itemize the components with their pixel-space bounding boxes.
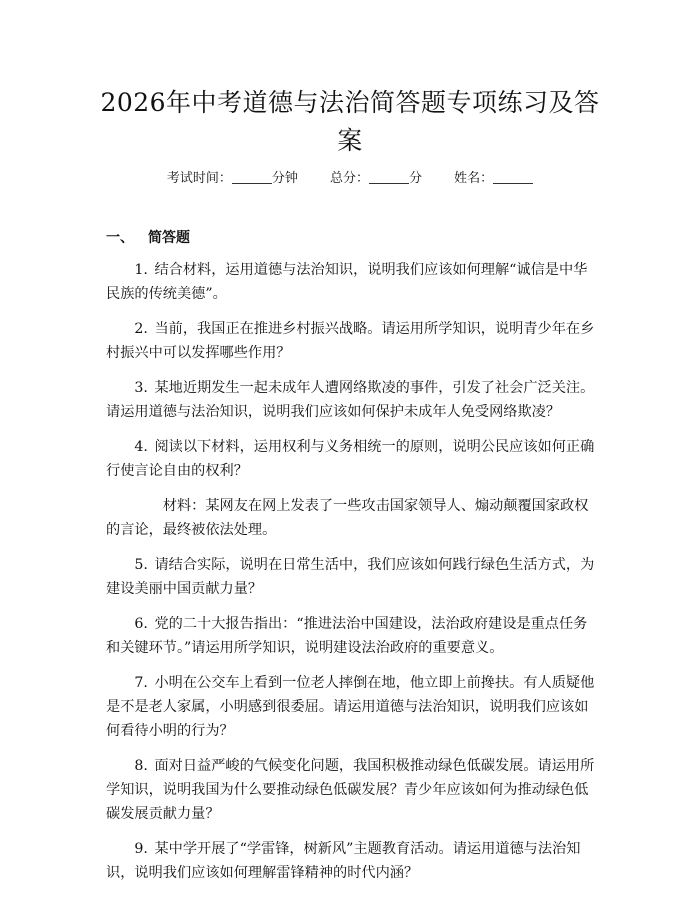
question-number: 4. <box>134 439 148 455</box>
question-text: 请结合实际，说明在日常生活中，我们应该如何践行绿色生活方式，为建设美丽中国贡献力量？ <box>106 557 595 597</box>
question-text: 当前，我国正在推进乡村振兴战略。请运用所学知识，说明青少年在乡村振兴中可以发挥哪些作用？ <box>106 321 595 361</box>
question-text: 某中学开展了“学雷锋，树新风”主题教育活动。请运用道德与法治知识，说明我们应该如何理解雷锋精神的时代内涵？ <box>106 841 581 881</box>
question-3 <box>106 376 598 424</box>
total-score-blank <box>369 171 409 184</box>
page-title: 2026年中考道德与法治简答题专项练习及答案 <box>100 88 600 155</box>
question-text: 小明在公交车上看到一位老人摔倒在地，他立即上前搀扶。有人质疑他是不是老人家属，小明感到很委屈。请运用道德与法治知识，说明我们应该如何看待小明的行为？ <box>106 675 595 739</box>
question-6 <box>106 612 598 660</box>
question-1 <box>106 258 598 306</box>
question-text: 面对日益严峻的气候变化问题，我国积极推动绿色低碳发展。请运用所学知识，说明我国为什么要推动绿色低碳发展？青少年应该如何为推动绿色低碳发展贡献力量？ <box>106 758 595 822</box>
question-text: 阅读以下材料，运用权利与义务相统一的原则，说明公民应该如何正确行使言论自由的权利？ <box>106 439 595 479</box>
exam-time-label: 考试时间： <box>166 171 232 186</box>
total-score <box>330 171 422 186</box>
question-2 <box>106 317 598 365</box>
student-name <box>454 171 533 186</box>
total-score-label: 总分： <box>329 171 369 186</box>
question-list <box>106 258 598 896</box>
question-number: 7. <box>134 675 148 691</box>
total-score-unit: 分 <box>409 171 423 186</box>
question-number: 8. <box>134 758 148 774</box>
exam-meta <box>0 170 700 188</box>
section-number: 一、 <box>106 230 134 246</box>
question-number: 1. <box>134 262 148 278</box>
section-title: 简答题 <box>148 230 190 246</box>
question-number: 5. <box>134 557 148 573</box>
exam-time <box>167 171 298 186</box>
student-name-label: 姓名： <box>454 171 494 186</box>
question-text: 党的二十大报告指出：“推进法治中国建设，法治政府建设是重点任务和关键环节。”请运用所学知识，说明建设法治政府的重要意义。 <box>106 616 588 656</box>
question-9 <box>106 837 598 885</box>
question-4 <box>106 435 598 483</box>
question-text: 结合材料，运用道德与法治知识，说明我们应该如何理解“诚信是中华民族的传统美德”。 <box>106 262 588 302</box>
exam-time-unit: 分钟 <box>271 171 298 186</box>
question-5 <box>106 553 598 601</box>
question-4-material: 材料：某网友在网上发表了一些攻击国家领导人、煽动颠覆国家政权的言论，最终被依法处理。 <box>106 498 589 538</box>
question-text: 某地近期发生一起未成年人遭网络欺凌的事件，引发了社会广泛关注。请运用道德与法治知识，说明我们应该如何保护未成年人免受网络欺凌？ <box>106 380 595 420</box>
exam-time-blank <box>232 171 272 184</box>
question-number: 6. <box>134 616 148 632</box>
question-number: 2. <box>134 321 148 337</box>
question-number: 9. <box>134 841 148 857</box>
section-heading <box>106 229 190 247</box>
question-7 <box>106 671 598 743</box>
student-name-blank <box>493 171 533 184</box>
question-8 <box>106 754 598 826</box>
question-number: 3. <box>134 380 148 396</box>
